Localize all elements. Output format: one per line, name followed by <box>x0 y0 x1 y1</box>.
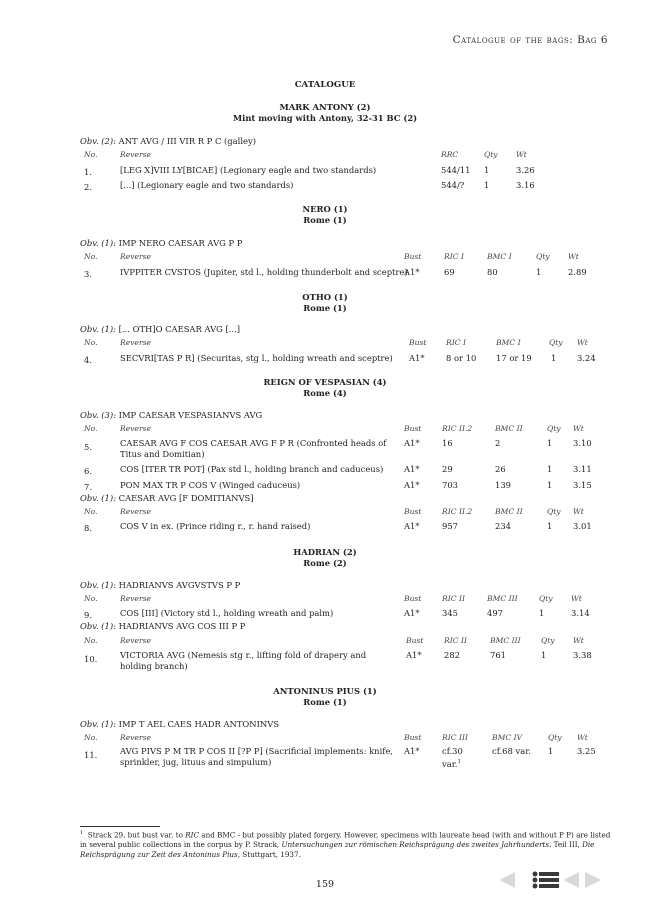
obverse-line: Obv. (1): HADRIANVS AVGVSTVS P P <box>80 580 241 590</box>
table-row: 4. SECVRI[TAS P R] (Securitas, stg l., holding wreath and sceptre) A1* 8 or 10 17 or 19 1 3.24 <box>84 353 596 365</box>
page-number: 159 <box>315 879 335 890</box>
next-page-icon[interactable] <box>585 872 601 888</box>
table-header: No. Reverse Bust RIC I BMC I Qty Wt <box>84 338 588 347</box>
table-header: No. Reverse Bust RIC II.2 BMC II Qty Wt <box>84 424 584 433</box>
table-row: 11. AVG PIVS P M TR P COS II [?P P] (Sacrificial implements: knife, sprinkler, jug, lituus and simpulum) A1* cf.30 var.$^1$ cf.68 var. 1 3.25 <box>84 746 596 769</box>
section-heading-antoninus: ANTONINUS PIUS (1) <box>273 686 377 696</box>
section-sub-antony: Mint moving with Antony, 32-31 BC (2) <box>232 113 418 123</box>
footnote-rule <box>80 826 160 827</box>
obverse-line: Obv. (1): CAESAR AVG [F DOMITIANVS] <box>80 493 254 503</box>
table-header: No. Reverse Bust RIC II.2 BMC II Qty Wt <box>84 507 584 516</box>
obverse-line: Obv. (3): IMP CAESAR VESPASIANVS AVG <box>80 410 263 420</box>
table-header: No. Reverse Bust RIC I BMC I Qty Wt <box>84 252 579 261</box>
section-heading-vespasian: REIGN OF VESPASIAN (4) <box>263 377 387 387</box>
table-row: 10. VICTORIA AVG (Nemesis stg r., lifting fold of drapery and holding branch) A1* 282 761 1 3.38 <box>84 650 592 671</box>
table-row: 8. COS V in ex. (Prince riding r., r. hand raised) A1* 957 234 1 3.01 <box>84 521 592 533</box>
back-icon[interactable] <box>563 872 579 888</box>
obverse-line: Obv. (1): [... OTH]O CAESAR AVG [...] <box>80 324 240 334</box>
obverse-line: Obv. (1): HADRIANVS AVG COS III P P <box>80 621 246 631</box>
section-sub-otho: Rome (1) <box>303 303 347 313</box>
table-header: No. Reverse Bust RIC III BMC IV Qty Wt <box>84 733 588 742</box>
table-header: No. Reverse Bust RIC II BMC III Qty Wt <box>84 636 584 645</box>
table-row: 5. CAESAR AVG F COS CAESAR AVG F P R (Confronted heads of Titus and Domitian) A1* 16 2 1 3.10 <box>84 438 592 459</box>
section-heading-hadrian: HADRIAN (2) <box>293 547 357 557</box>
footnote: $^1$ Strack 29, but bust var. to RIC and BMC - but possibly plated forgery. However, specimens with laureate head (with and without P P) are listed in several public collections in the corpus by P. Strack, Untersuchungen zur römischen Reichsprägung des zweites Jahrhunderts. Teil III, Die Reichsprägung zur Zeit des Antoninus Pius, Stuttgart, 1937. <box>80 830 611 860</box>
toc-icon[interactable] <box>533 872 560 889</box>
section-heading-otho: OTHO (1) <box>302 292 348 302</box>
table-row: 3. IVPPITER CVSTOS (Jupiter, std l., holding thunderbolt and sceptre) A1* 69 80 1 2.89 <box>84 267 587 279</box>
nav-controls <box>497 870 603 890</box>
section-sub-vespasian: Rome (4) <box>303 388 347 398</box>
obverse-line: Obv. (2): ANT AVG / III VIR R P C (galley) <box>80 136 256 146</box>
page-title: CATALOGUE <box>294 80 356 90</box>
table-header: No. Reverse RRC Qty Wt <box>84 150 527 159</box>
section-sub-nero: Rome (1) <box>303 215 347 225</box>
section-heading-antony: MARK ANTONY (2) <box>279 102 371 112</box>
table-row: 2. [...] (Legionary eagle and two standards) 544/? 1 3.16 <box>84 180 535 192</box>
table-row: 9. COS [III] (Victory std l., holding wreath and palm) A1* 345 497 1 3.14 <box>84 608 590 620</box>
section-sub-hadrian: Rome (2) <box>303 558 347 568</box>
running-header: Catalogue of the bags: Bag 6 <box>452 34 608 46</box>
table-row: 1. [LEG X]VIII LY[BICAE] (Legionary eagle and two standards) 544/11 1 3.26 <box>84 165 535 177</box>
obverse-line: Obv. (1): IMP NERO CAESAR AVG P P <box>80 238 243 248</box>
table-header: No. Reverse Bust RIC II BMC III Qty Wt <box>84 594 582 603</box>
prev-page-icon[interactable] <box>499 872 515 888</box>
table-row: 6. COS [ITER TR POT] (Pax std l., holding branch and caduceus) A1* 29 26 1 3.11 <box>84 464 592 476</box>
section-heading-nero: NERO (1) <box>302 204 348 214</box>
section-sub-antoninus: Rome (1) <box>303 697 347 707</box>
table-row: 7. PON MAX TR P COS V (Winged caduceus) A1* 703 139 1 3.15 <box>84 480 592 492</box>
obverse-line: Obv. (1): IMP T AEL CAES HADR ANTONINVS <box>80 719 280 729</box>
